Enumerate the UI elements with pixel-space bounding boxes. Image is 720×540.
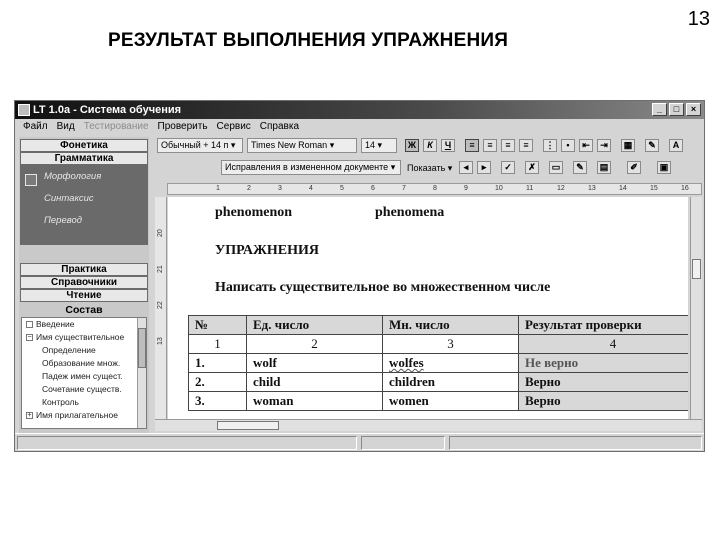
maximize-button[interactable]: □ (669, 103, 684, 116)
document-horizontal-scrollbar[interactable] (155, 419, 702, 431)
font-select[interactable]: Times New Roman ▾ (247, 138, 357, 153)
ruler-mark: 5 (340, 185, 344, 192)
align-center-icon[interactable]: ≡ (483, 139, 497, 152)
row-number: 2. (189, 373, 247, 392)
header-singular: Ед. число (247, 316, 383, 335)
highlight-icon[interactable]: ✎ (645, 139, 659, 152)
nav-reference-button[interactable]: Справочники (20, 276, 148, 289)
edit-icon[interactable]: ✐ (627, 161, 641, 174)
review-toolbar (157, 159, 701, 177)
collapse-icon[interactable]: − (27, 334, 32, 342)
page-number: 13 (687, 8, 710, 30)
plural-cell[interactable]: women (383, 392, 519, 411)
formatting-toolbar (157, 137, 701, 155)
tree-item[interactable] (22, 396, 146, 409)
ruler-mark: 14 (619, 185, 627, 192)
menu-testing: Тестирование (83, 121, 149, 132)
plural-cell[interactable]: children (383, 373, 519, 392)
tree-item[interactable] (22, 344, 146, 357)
options-icon[interactable]: ▣ (657, 161, 671, 174)
title-bar (15, 101, 704, 119)
ruler-mark: 6 (371, 185, 375, 192)
ruler-mark: 15 (650, 185, 658, 192)
tree-item[interactable] (22, 318, 146, 331)
section-heading: УПРАЖНЕНИЯ (215, 243, 319, 258)
checkbox-icon[interactable] (25, 174, 37, 186)
doc-word-singular: phenomenon (215, 205, 293, 220)
italic-button[interactable]: К (423, 139, 437, 152)
plural-answer[interactable]: wolfes (389, 355, 424, 370)
ruler-mark: 4 (309, 185, 313, 192)
column-number: 1 (189, 335, 247, 354)
column-numbers-row (189, 335, 689, 354)
slide-title: РЕЗУЛЬТАТ ВЫПОЛНЕНИЯ УПРАЖНЕНИЯ (108, 30, 509, 51)
exercise-table (188, 315, 688, 411)
task-text: Написать существительное во множественном числе (215, 280, 551, 295)
expand-icon[interactable]: + (27, 412, 32, 420)
column-number: 2 (247, 335, 383, 354)
ruler-mark: 2 (247, 185, 251, 192)
tree-item-label: Сочетание существ. (42, 384, 122, 394)
singular-cell: woman (247, 392, 383, 411)
contents-header: Состав (65, 304, 103, 316)
tree-item[interactable] (22, 409, 146, 422)
sub-syntax[interactable]: Синтаксис (44, 193, 94, 204)
ruler-mark: 21 (157, 265, 164, 273)
bold-button[interactable]: Ж (405, 139, 419, 152)
new-comment-icon[interactable]: ▭ (549, 161, 563, 174)
row-number: 3. (189, 392, 247, 411)
menu-check[interactable]: Проверить (157, 121, 208, 132)
vertical-scroll-thumb[interactable] (692, 259, 701, 279)
header-plural: Мн. число (383, 316, 519, 335)
table-row (189, 373, 689, 392)
borders-icon[interactable]: ▦ (621, 139, 635, 152)
header-result: Результат проверки (519, 316, 689, 335)
menu-bar (15, 119, 704, 135)
table-row (189, 354, 689, 373)
nav-phonetics-button[interactable]: Фонетика (20, 139, 148, 152)
horizontal-scroll-thumb[interactable] (217, 421, 279, 430)
ruler-mark: 13 (157, 337, 164, 345)
size-select[interactable]: 14 ▾ (361, 138, 397, 153)
tree-item[interactable] (22, 370, 146, 383)
justify-icon[interactable]: ≡ (519, 139, 533, 152)
ruler-mark: 7 (402, 185, 406, 192)
ruler-mark: 22 (157, 301, 164, 309)
status-segment (361, 436, 445, 450)
menu-view[interactable]: Вид (56, 121, 75, 132)
tree-item[interactable] (22, 357, 146, 370)
tree-item-label: Имя прилагательное (36, 410, 118, 420)
horizontal-ruler (167, 183, 702, 195)
show-menu[interactable]: Показать ▾ (407, 163, 453, 173)
nav-reading-button[interactable]: Чтение (20, 289, 148, 302)
tree-item-label: Определение (42, 345, 96, 355)
document-vertical-scrollbar[interactable] (690, 197, 702, 419)
tree-item-label: Имя существительное (36, 332, 125, 342)
track-changes-select[interactable]: Исправления в измененном документе ▾ (221, 160, 401, 175)
bullet-list-icon[interactable]: • (561, 139, 575, 152)
ruler-mark: 8 (433, 185, 437, 192)
ruler-mark: 20 (157, 229, 164, 237)
ruler-mark: 13 (588, 185, 596, 192)
reviewing-pane-icon[interactable]: ▤ (597, 161, 611, 174)
sub-translation[interactable]: Перевод (44, 215, 83, 226)
plural-cell[interactable] (383, 354, 519, 373)
ruler-mark: 10 (495, 185, 503, 192)
document-area[interactable] (168, 197, 688, 419)
result-cell: Верно (519, 373, 689, 392)
left-panel (19, 137, 149, 451)
track-changes-icon[interactable]: ✎ (573, 161, 587, 174)
row-number: 1. (189, 354, 247, 373)
close-button[interactable]: × (686, 103, 701, 116)
grammar-submenu (20, 165, 148, 245)
window-title: LT 1.0a - Система обучения (33, 104, 182, 116)
ruler-mark: 12 (557, 185, 565, 192)
numbered-list-icon[interactable]: ⋮ (543, 139, 557, 152)
tree-node-icon[interactable] (26, 321, 33, 328)
tree-item-label: Падеж имен сущест. (42, 371, 123, 381)
table-row (189, 392, 689, 411)
menu-service[interactable]: Сервис (216, 121, 251, 132)
style-select[interactable]: Обычный + 14 п ▾ (157, 138, 243, 153)
sub-morphology[interactable]: Морфология (20, 169, 148, 191)
ruler-mark: 9 (464, 185, 468, 192)
ruler-mark: 16 (681, 185, 689, 192)
status-bar (15, 433, 704, 451)
minimize-button[interactable]: _ (652, 103, 667, 116)
doc-word-plural: phenomena (375, 205, 445, 220)
result-cell: Верно (519, 392, 689, 411)
next-change-icon[interactable]: ▸ (477, 161, 491, 174)
contents-tree (21, 317, 147, 429)
status-segment (449, 436, 702, 450)
underline-button[interactable]: Ч (441, 139, 455, 152)
ruler-mark: 3 (278, 185, 282, 192)
singular-cell: wolf (247, 354, 383, 373)
nav-grammar-button[interactable]: Грамматика (20, 152, 148, 165)
menu-help[interactable]: Справка (259, 121, 300, 132)
nav-practice-button[interactable]: Практика (20, 263, 148, 276)
ruler-mark: 11 (526, 185, 534, 192)
tree-scrollbar[interactable] (137, 318, 146, 428)
font-color-icon[interactable]: A (669, 139, 683, 152)
align-right-icon[interactable]: ≡ (501, 139, 515, 152)
ruler-mark: 1 (216, 185, 220, 192)
tree-item[interactable] (22, 383, 146, 396)
column-number: 4 (519, 335, 689, 354)
vertical-ruler (155, 197, 167, 419)
table-header-row (189, 316, 689, 335)
status-segment (17, 436, 357, 450)
accept-change-icon[interactable]: ✓ (501, 161, 515, 174)
app-icon (18, 104, 30, 116)
singular-cell: child (247, 373, 383, 392)
align-left-icon[interactable]: ≡ (465, 139, 479, 152)
previous-change-icon[interactable]: ◂ (459, 161, 473, 174)
tree-scroll-thumb[interactable] (138, 328, 146, 368)
increase-indent-icon[interactable]: ⇥ (597, 139, 611, 152)
tree-item[interactable] (22, 331, 146, 344)
tree-item-label: Контроль (42, 397, 79, 407)
menu-file[interactable]: Файл (23, 121, 48, 132)
reject-change-icon[interactable]: ✗ (525, 161, 539, 174)
app-window (14, 100, 705, 452)
tree-item-label: Образование множ. (42, 358, 121, 368)
result-cell: Не верно (519, 354, 689, 373)
decrease-indent-icon[interactable]: ⇤ (579, 139, 593, 152)
column-number: 3 (383, 335, 519, 354)
tree-item-label: Введение (36, 319, 75, 329)
header-number: № (189, 316, 247, 335)
